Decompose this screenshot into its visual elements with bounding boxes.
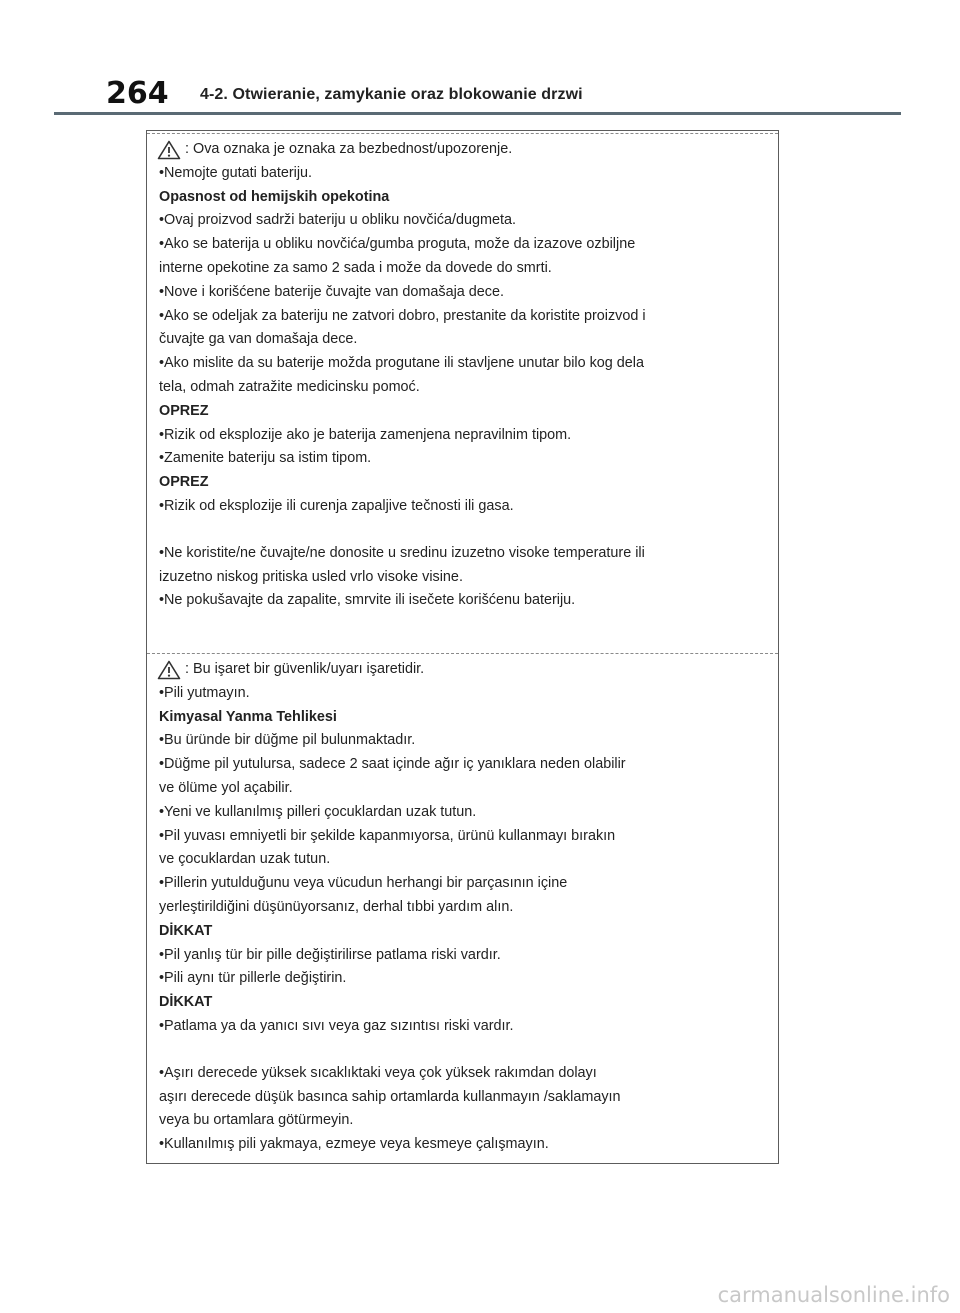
warning-text-line: •Bu üründe bir düğme pil bulunmaktadır. (159, 732, 416, 749)
turkish-warning-symbol-line (159, 658, 764, 682)
warning-triangle-icon (157, 140, 181, 160)
warning-text-line: •Ne pokušavajte da zapalite, smrvite ili isečete korišćenu bateriju. (159, 592, 576, 609)
warning-heading: OPREZ (159, 402, 209, 419)
warning-text-line: •Aşırı derecede yüksek sıcaklıktaki veya çok yüksek rakımdan dolayı (159, 1064, 597, 1081)
turkish-warning-lines (159, 682, 764, 1157)
warning-text-line: •Zamenite bateriju sa istim tipom. (159, 450, 372, 467)
warning-text-line: •Ako se baterija u obliku novčića/gumba proguta, može da izazove ozbiljne (159, 236, 636, 253)
warning-text-line: •Ovaj proizvod sadrži bateriju u obliku novčića/dugmeta. (159, 212, 516, 229)
warning-text-line: ve ölüme yol açabilir. (159, 779, 293, 796)
warning-text-line: •Pili yutmayın. (159, 684, 250, 701)
page-header (106, 76, 906, 116)
warning-text-line: •Pillerin yutulduğunu veya vücudun herhangi bir parçasının içine (159, 875, 568, 892)
warning-text-line: tela, odmah zatražite medicinsku pomoć. (159, 378, 420, 395)
warning-text-line: •Ne koristite/ne čuvajte/ne donosite u sredinu izuzetno visoke temperature ili (159, 544, 645, 561)
warning-text-line: •Pili aynı tür pillerle değiştirin. (159, 970, 347, 987)
warning-text-line: •Patlama ya da yanıcı sıvı veya gaz sızıntısı riski vardır. (159, 1017, 514, 1034)
watermark: carmanualsonline.info (717, 1283, 950, 1307)
warning-heading: OPREZ (159, 474, 209, 491)
warning-text-line: aşırı derecede düşük basınca sahip ortamlarda kullanmayın /saklamayın (159, 1088, 621, 1105)
warning-text-line: •Nemojte gutati bateriju. (159, 164, 313, 181)
warning-text-line: •Nove i korišćene baterije čuvajte van domašaja dece. (159, 283, 505, 300)
page-number: 264 (106, 76, 169, 111)
serbian-warning-symbol-line (159, 138, 764, 162)
warning-heading: DİKKAT (159, 922, 213, 939)
warning-text-line: izuzetno niskog pritiska usled vrlo visoke visine. (159, 568, 463, 585)
turkish-warning-body (159, 658, 764, 1157)
warning-text-line: veya bu ortamlara götürmeyin. (159, 1112, 354, 1129)
warning-text-line: •Düğme pil yutulursa, sadece 2 saat içinde ağır iç yanıklara neden olabilir (159, 756, 626, 773)
section-title: 4-2. Otwieranie, zamykanie oraz blokowanie drzwi (200, 86, 583, 103)
warning-heading: Kimyasal Yanma Tehlikesi (159, 708, 337, 725)
turkish-warning-section (147, 653, 778, 1163)
warning-text-line: yerleştirildiğini düşünüyorsanız, derhal tıbbi yardım alın. (159, 898, 514, 915)
warning-text-line: •Yeni ve kullanılmış pilleri çocuklardan uzak tutun. (159, 803, 477, 820)
warning-text-line: interne opekotine za samo 2 sada i može da dovede do smrti. (159, 259, 552, 276)
warning-heading: Opasnost od hemijskih opekotina (159, 188, 390, 205)
warning-text-line: čuvajte ga van domašaja dece. (159, 331, 358, 348)
warning-text-line: •Pil yuvası emniyetli bir şekilde kapanmıyorsa, ürünü kullanmayı bırakın (159, 827, 616, 844)
warning-text-line: •Kullanılmış pili yakmaya, ezmeye veya kesmeye çalışmayın. (159, 1136, 549, 1153)
warning-triangle-icon (157, 660, 181, 680)
battery-warning-box (146, 130, 779, 1164)
serbian-warning-symbol-text: : Ova oznaka je oznaka za bezbednost/upozorenje. (185, 141, 513, 157)
serbian-warning-lines (159, 162, 764, 613)
warning-text-line: ve çocuklardan uzak tutun. (159, 851, 331, 868)
warning-text-line: •Ako se odeljak za bateriju ne zatvori dobro, prestanite da koristite proizvod i (159, 307, 646, 324)
serbian-warning-body (159, 138, 764, 613)
header-rule (54, 112, 901, 115)
warning-text-line: •Pil yanlış tür bir pille değiştirilirse patlama riski vardır. (159, 946, 501, 963)
warning-heading: DİKKAT (159, 994, 213, 1011)
warning-text-line: •Rizik od eksplozije ili curenja zapaljive tečnosti ili gasa. (159, 497, 514, 514)
warning-text-line: •Rizik od eksplozije ako je baterija zamenjena nepravilnim tipom. (159, 426, 572, 443)
serbian-warning-section (147, 133, 778, 653)
warning-text-line: •Ako mislite da su baterije možda progutane ili stavljene unutar bilo kog dela (159, 355, 645, 372)
turkish-warning-symbol-text: : Bu işaret bir güvenlik/uyarı işaretidir. (185, 661, 425, 677)
